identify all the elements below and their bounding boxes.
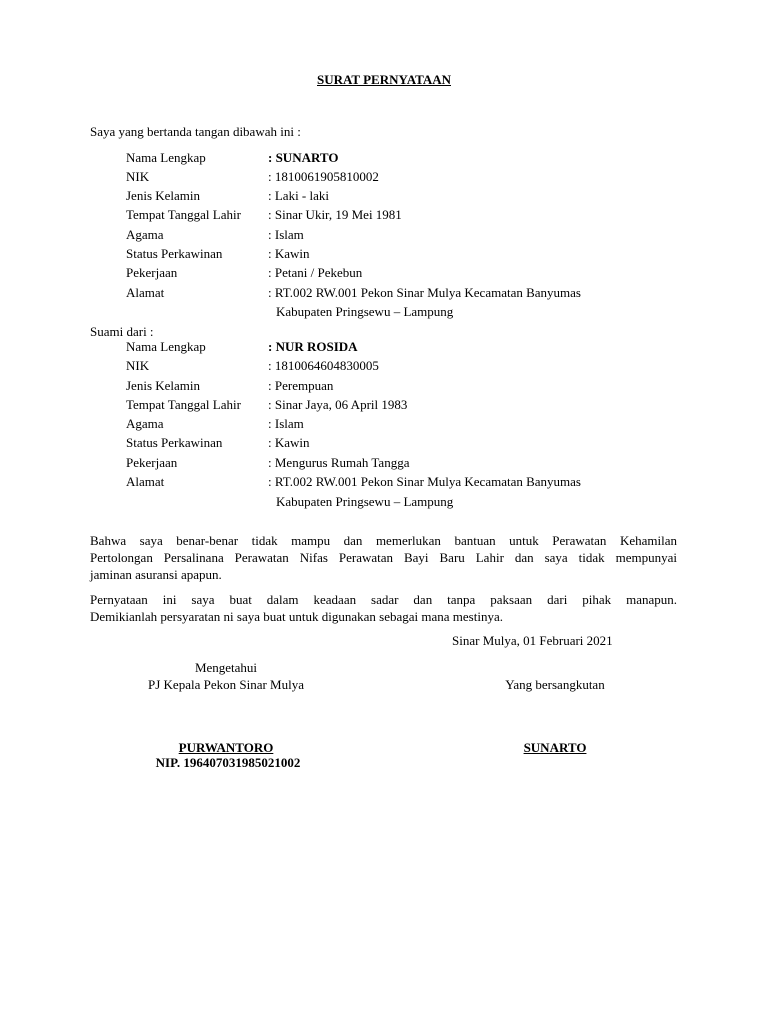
field-value: : NUR ROSIDA [268,339,358,354]
field-value: : Laki - laki [268,188,330,203]
field-label: Alamat [126,474,165,489]
closing-paragraph [90,591,677,625]
signer-position: PJ Kepala Pekon Sinar Mulya [148,677,304,692]
field-label: NIK [126,358,150,373]
field-value: : SUNARTO [268,150,339,165]
statement-paragraph [90,532,677,583]
field-value: : RT.002 RW.001 Pekon Sinar Mulya Kecamatan Banyumas [268,285,581,300]
field-value: : Sinar Jaya, 06 April 1983 [268,397,408,412]
field-value: : RT.002 RW.001 Pekon Sinar Mulya Kecamatan Banyumas [268,474,581,489]
field-value: : Islam [268,227,304,242]
spouse-intro-text: Suami dari : [90,324,154,339]
acknowledged-label: Mengetahui [194,660,258,675]
field-label: Pekerjaan [126,265,178,280]
field-value: : Kawin [268,246,310,261]
field-label: Alamat [126,285,165,300]
field-label: Agama [126,416,164,431]
signer-name-text: PURWANTORO [178,740,274,755]
field-value: : Sinar Ukir, 19 Mei 1981 [268,207,402,222]
field-value: : Perempuan [268,378,334,393]
field-value: : Kawin [268,435,310,450]
field-label: Nama Lengkap [126,339,206,354]
signer-name [0,740,452,756]
paragraph-line: jaminan asuransi apapun. [90,567,222,582]
intro-text: Saya yang bertanda tangan dibawah ini : [90,124,301,139]
paragraph-line: Bahwa saya benar-benar tidak mampu dan memerlukan bantuan untuk Perawatan Kehamilan [90,533,677,548]
field-label: NIK [126,169,150,184]
field-label: Nama Lengkap [126,150,206,165]
field-label: Status Perkawinan [126,435,223,450]
signer-nip: NIP. 196407031985021002 [155,755,301,770]
declarant-name-text: SUNARTO [523,740,587,755]
field-label: Jenis Kelamin [126,378,201,393]
field-value: : 1810061905810002 [268,169,379,184]
field-label: Agama [126,227,164,242]
field-value: : 1810064604830005 [268,358,379,373]
field-label: Status Perkawinan [126,246,223,261]
declarant-label: Yang bersangkutan [505,677,605,692]
field-value: : Petani / Pekebun [268,265,363,280]
field-label: Tempat Tanggal Lahir [126,207,241,222]
field-value: Kabupaten Pringsewu – Lampung [276,304,454,319]
paragraph-line: Pernyataan ini saya buat dalam keadaan sadar dan tanpa paksaan dari pihak manapun. [90,592,677,607]
paragraph-line: Demikianlah persyaratan ni saya buat untuk digunakan sebagai mana mestinya. [90,609,503,624]
place-date: Sinar Mulya, 01 Februari 2021 [452,633,613,648]
field-label: Pekerjaan [126,455,178,470]
field-value: : Mengurus Rumah Tangga [268,455,410,470]
paragraph-line: Pertolongan Persalinana Perawatan Nifas Perawatan Bayi Baru Lahir dan saya tidak mempunyai [90,550,677,565]
document-title: SURAT PERNYATAAN [317,72,451,87]
field-value: Kabupaten Pringsewu – Lampung [276,494,454,509]
field-label: Jenis Kelamin [126,188,201,203]
field-value: : Islam [268,416,304,431]
declarant-name [442,740,668,756]
field-label: Tempat Tanggal Lahir [126,397,241,412]
